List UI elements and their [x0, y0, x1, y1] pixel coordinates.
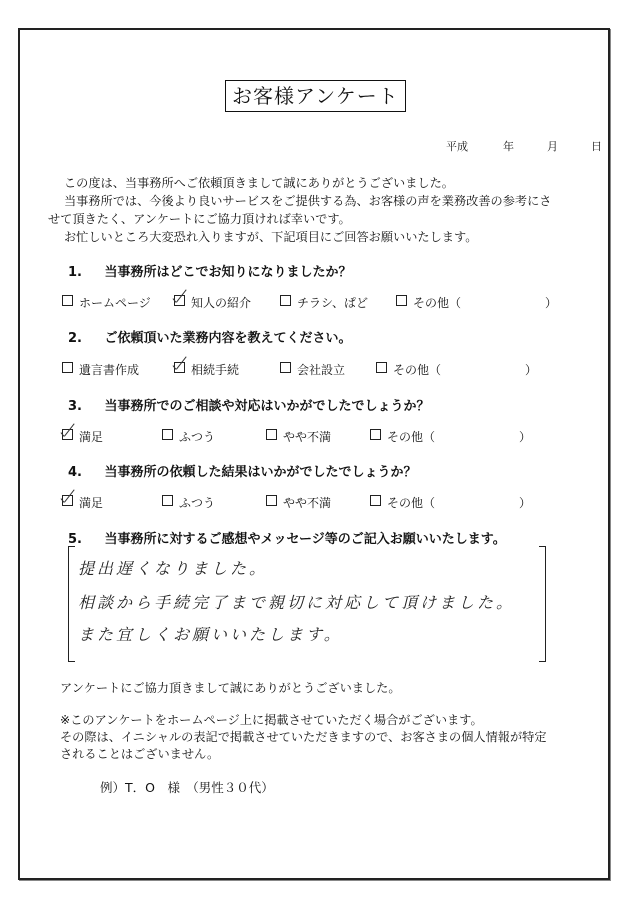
option[interactable]: [266, 494, 331, 511]
page-title: お客様アンケート: [225, 80, 406, 112]
checkbox-checked[interactable]: [62, 495, 73, 506]
intro-text: [48, 174, 580, 246]
checkbox-checked[interactable]: [62, 429, 73, 440]
intro-line: この度は、当事務所へご依頼頂きまして誠にありがとうございました。: [64, 176, 454, 190]
option-label: その他（ ）: [387, 430, 532, 444]
question-3: [68, 395, 430, 414]
question-number: 5.: [68, 532, 82, 547]
question-1-options: [62, 294, 582, 312]
date-era: 平成: [446, 140, 468, 153]
bracket-right: [539, 546, 546, 662]
comment-box[interactable]: [68, 546, 546, 662]
option-label: 満足: [79, 430, 104, 444]
option[interactable]: [62, 428, 103, 445]
date-month: 月: [547, 140, 558, 153]
intro-line: せて頂きたく、アンケートにご協力頂ければ幸いです。: [48, 212, 351, 226]
option-label: その他（ ）: [413, 296, 558, 310]
option[interactable]: [266, 428, 331, 445]
option-label: その他（ ）: [393, 363, 538, 377]
checkbox[interactable]: [280, 362, 291, 373]
checkbox[interactable]: [370, 495, 381, 506]
checkbox[interactable]: [266, 429, 277, 440]
option-label: 会社設立: [297, 363, 346, 377]
option[interactable]: [370, 494, 531, 511]
checkbox[interactable]: [376, 362, 387, 373]
option-label: ふつう: [179, 496, 216, 510]
checkbox[interactable]: [162, 429, 173, 440]
thanks-text: [60, 680, 590, 697]
option[interactable]: [162, 428, 215, 445]
option[interactable]: [162, 494, 215, 511]
question-text: ご依頼頂いた業務内容を教えてください。: [104, 331, 352, 346]
question-1: [68, 261, 352, 280]
handwritten-line: 相談から手続完了まで親切に対応して頂けました。: [78, 593, 516, 612]
intro-line: 当事務所では、今後より良いサービスをご提供する為、お客様の声を業務改善の参考にさ: [64, 194, 552, 208]
checkbox[interactable]: [370, 429, 381, 440]
checkbox[interactable]: [62, 295, 73, 306]
notice-line: ※このアンケートをホームページ上に掲載させていただく場合がございます。: [60, 713, 483, 727]
question-4: [68, 461, 417, 480]
question-text: 当事務所の依頼した結果はいかがでしたでしょうか？: [104, 465, 417, 480]
question-text: 当事務所に対するご感想やメッセージ等のご記入お願いいたします。: [104, 532, 506, 547]
option[interactable]: [62, 361, 139, 378]
bracket-left: [68, 546, 75, 662]
option-label: やや不満: [283, 496, 332, 510]
question-number: 1.: [68, 265, 82, 280]
intro-line: お忙しいところ大変恐れ入りますが、下記項目にご回答お願いいたします。: [64, 230, 478, 244]
question-3-options: [62, 428, 582, 446]
option-label: チラシ、ぱど: [297, 296, 369, 310]
option[interactable]: [174, 361, 239, 378]
question-2-options: [62, 361, 582, 379]
handwritten-line: また宜しくお願いいたします。: [78, 625, 343, 644]
option[interactable]: [396, 294, 557, 311]
date-line: [446, 138, 602, 154]
option[interactable]: [174, 294, 251, 311]
checkbox-checked[interactable]: [174, 362, 185, 373]
option[interactable]: [280, 294, 368, 311]
option-label: 満足: [79, 496, 104, 510]
thanks-line: アンケートにご協力頂きまして誠にありがとうございました。: [60, 681, 401, 695]
question-2: [68, 327, 352, 346]
option-label: ふつう: [179, 430, 216, 444]
question-4-options: [62, 494, 582, 512]
checkbox[interactable]: [266, 495, 277, 506]
option-label: 相続手続: [191, 363, 240, 377]
checkbox[interactable]: [280, 295, 291, 306]
question-number: 4.: [68, 465, 82, 480]
notice-text: [60, 712, 590, 763]
option-label: その他（ ）: [387, 496, 532, 510]
checkbox[interactable]: [162, 495, 173, 506]
question-5: [68, 528, 506, 547]
notice-line: その際は、イニシャルの表記で掲載させていただきますので、お客さまの個人情報が特定: [60, 730, 547, 744]
checkbox-checked[interactable]: [174, 295, 185, 306]
question-text: 当事務所でのご相談や対応はいかがでしたでしょうか？: [104, 399, 430, 414]
handwritten-line: 提出遅くなりました。: [78, 559, 269, 578]
option[interactable]: [376, 361, 537, 378]
option-label: やや不満: [283, 430, 332, 444]
option-label: 遺言書作成: [79, 363, 140, 377]
option[interactable]: [370, 428, 531, 445]
checkbox[interactable]: [396, 295, 407, 306]
question-text: 当事務所はどこでお知りになりましたか？: [104, 265, 352, 280]
option[interactable]: [280, 361, 345, 378]
option-label: ホームページ: [79, 296, 151, 310]
date-year: 年: [503, 140, 514, 153]
question-number: 3.: [68, 399, 82, 414]
checkbox[interactable]: [62, 362, 73, 373]
example-signature: 例）T．O 様 （男性３０代）: [100, 780, 274, 795]
option-label: 知人の紹介: [191, 296, 252, 310]
option[interactable]: [62, 294, 151, 311]
question-number: 2.: [68, 331, 82, 346]
option[interactable]: [62, 494, 103, 511]
date-day: 日: [591, 140, 602, 153]
notice-line: されることはございません。: [60, 747, 220, 761]
